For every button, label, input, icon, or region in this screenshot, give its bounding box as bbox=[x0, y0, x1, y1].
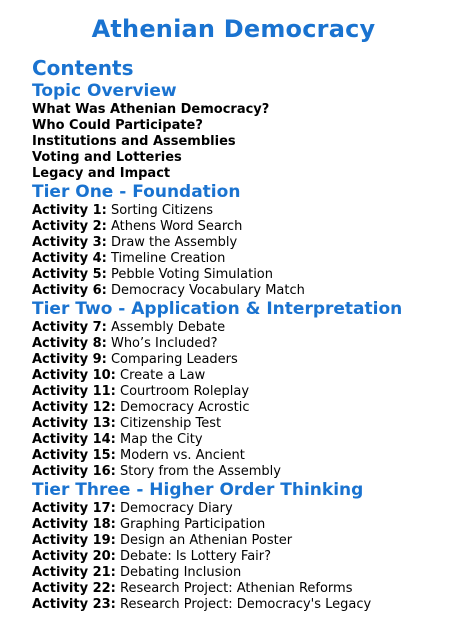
tier-two-list bbox=[32, 320, 462, 480]
activity-title: Democracy Diary bbox=[115, 501, 233, 516]
activity-label: Activity 17: bbox=[32, 501, 116, 516]
activity-item bbox=[32, 464, 462, 480]
activity-title: Courtroom Roleplay bbox=[115, 384, 250, 399]
activity-label: Activity 23: bbox=[32, 597, 116, 612]
activity-item bbox=[32, 219, 462, 235]
activity-title: Research Project: Athenian Reforms bbox=[115, 581, 353, 596]
tier-one-heading: Tier One - Foundation bbox=[32, 182, 241, 202]
document-title: Athenian Democracy bbox=[91, 15, 376, 43]
table-of-contents bbox=[32, 55, 462, 613]
activity-label: Activity 13: bbox=[32, 416, 116, 431]
activity-label: Activity 2: bbox=[32, 219, 107, 234]
activity-label: Activity 3: bbox=[32, 235, 107, 250]
activity-item bbox=[32, 597, 462, 613]
activity-item bbox=[32, 336, 462, 352]
activity-label: Activity 22: bbox=[32, 581, 116, 596]
activity-item bbox=[32, 352, 462, 368]
activity-item bbox=[32, 416, 462, 432]
activity-item bbox=[32, 320, 462, 336]
activity-label: Activity 18: bbox=[32, 517, 116, 532]
activity-title: Assembly Debate bbox=[106, 320, 226, 335]
topic-item: Institutions and Assemblies bbox=[32, 134, 236, 149]
activity-item bbox=[32, 400, 462, 416]
activity-item bbox=[32, 283, 462, 299]
activity-title: Citizenship Test bbox=[115, 416, 222, 431]
tier-three-list bbox=[32, 501, 462, 613]
activity-label: Activity 7: bbox=[32, 320, 107, 335]
activity-label: Activity 5: bbox=[32, 267, 107, 282]
activity-item bbox=[32, 384, 462, 400]
topic-item: Legacy and Impact bbox=[32, 166, 171, 181]
activity-title: Comparing Leaders bbox=[106, 352, 238, 367]
activity-item bbox=[32, 203, 462, 219]
activity-label: Activity 20: bbox=[32, 549, 116, 564]
activity-label: Activity 11: bbox=[32, 384, 116, 399]
activity-title: Graphing Participation bbox=[115, 517, 266, 532]
activity-title: Timeline Creation bbox=[106, 251, 226, 266]
tier-two-heading: Tier Two - Application & Interpretation bbox=[32, 299, 403, 319]
activity-item bbox=[32, 235, 462, 251]
activity-item bbox=[32, 368, 462, 384]
activity-title: Pebble Voting Simulation bbox=[106, 267, 273, 282]
activity-title: Sorting Citizens bbox=[106, 203, 214, 218]
contents-heading: Contents bbox=[32, 56, 134, 80]
activity-title: Democracy Acrostic bbox=[115, 400, 250, 415]
activity-item bbox=[32, 432, 462, 448]
activity-item bbox=[32, 501, 462, 517]
tier-one-list bbox=[32, 203, 462, 299]
activity-item bbox=[32, 549, 462, 565]
activity-title: Map the City bbox=[115, 432, 203, 447]
activity-title: Create a Law bbox=[115, 368, 206, 383]
activity-title: Design an Athenian Poster bbox=[115, 533, 293, 548]
activity-item bbox=[32, 581, 462, 597]
activity-item bbox=[32, 267, 462, 283]
activity-label: Activity 8: bbox=[32, 336, 107, 351]
activity-item bbox=[32, 517, 462, 533]
activity-title: Athens Word Search bbox=[106, 219, 243, 234]
topic-overview-heading: Topic Overview bbox=[32, 81, 177, 101]
activity-label: Activity 19: bbox=[32, 533, 116, 548]
activity-label: Activity 14: bbox=[32, 432, 116, 447]
activity-item bbox=[32, 533, 462, 549]
topic-item: Who Could Participate? bbox=[32, 118, 203, 133]
activity-title: Debate: Is Lottery Fair? bbox=[115, 549, 272, 564]
activity-title: Debating Inclusion bbox=[115, 565, 242, 580]
topic-overview-list bbox=[32, 102, 462, 182]
activity-item bbox=[32, 251, 462, 267]
activity-title: Story from the Assembly bbox=[115, 464, 281, 479]
activity-label: Activity 12: bbox=[32, 400, 116, 415]
tier-three-heading: Tier Three - Higher Order Thinking bbox=[32, 480, 364, 500]
activity-title: Draw the Assembly bbox=[106, 235, 238, 250]
activity-label: Activity 16: bbox=[32, 464, 116, 479]
activity-label: Activity 15: bbox=[32, 448, 116, 463]
topic-item: What Was Athenian Democracy? bbox=[32, 102, 270, 117]
activity-title: Who’s Included? bbox=[106, 336, 218, 351]
activity-label: Activity 9: bbox=[32, 352, 107, 367]
activity-label: Activity 10: bbox=[32, 368, 116, 383]
topic-item: Voting and Lotteries bbox=[32, 150, 182, 165]
activity-label: Activity 6: bbox=[32, 283, 107, 298]
activity-title: Democracy Vocabulary Match bbox=[106, 283, 305, 298]
activity-item bbox=[32, 565, 462, 581]
activity-item bbox=[32, 448, 462, 464]
activity-title: Modern vs. Ancient bbox=[115, 448, 245, 463]
activity-label: Activity 1: bbox=[32, 203, 107, 218]
activity-label: Activity 21: bbox=[32, 565, 116, 580]
activity-title: Research Project: Democracy's Legacy bbox=[115, 597, 372, 612]
activity-label: Activity 4: bbox=[32, 251, 107, 266]
